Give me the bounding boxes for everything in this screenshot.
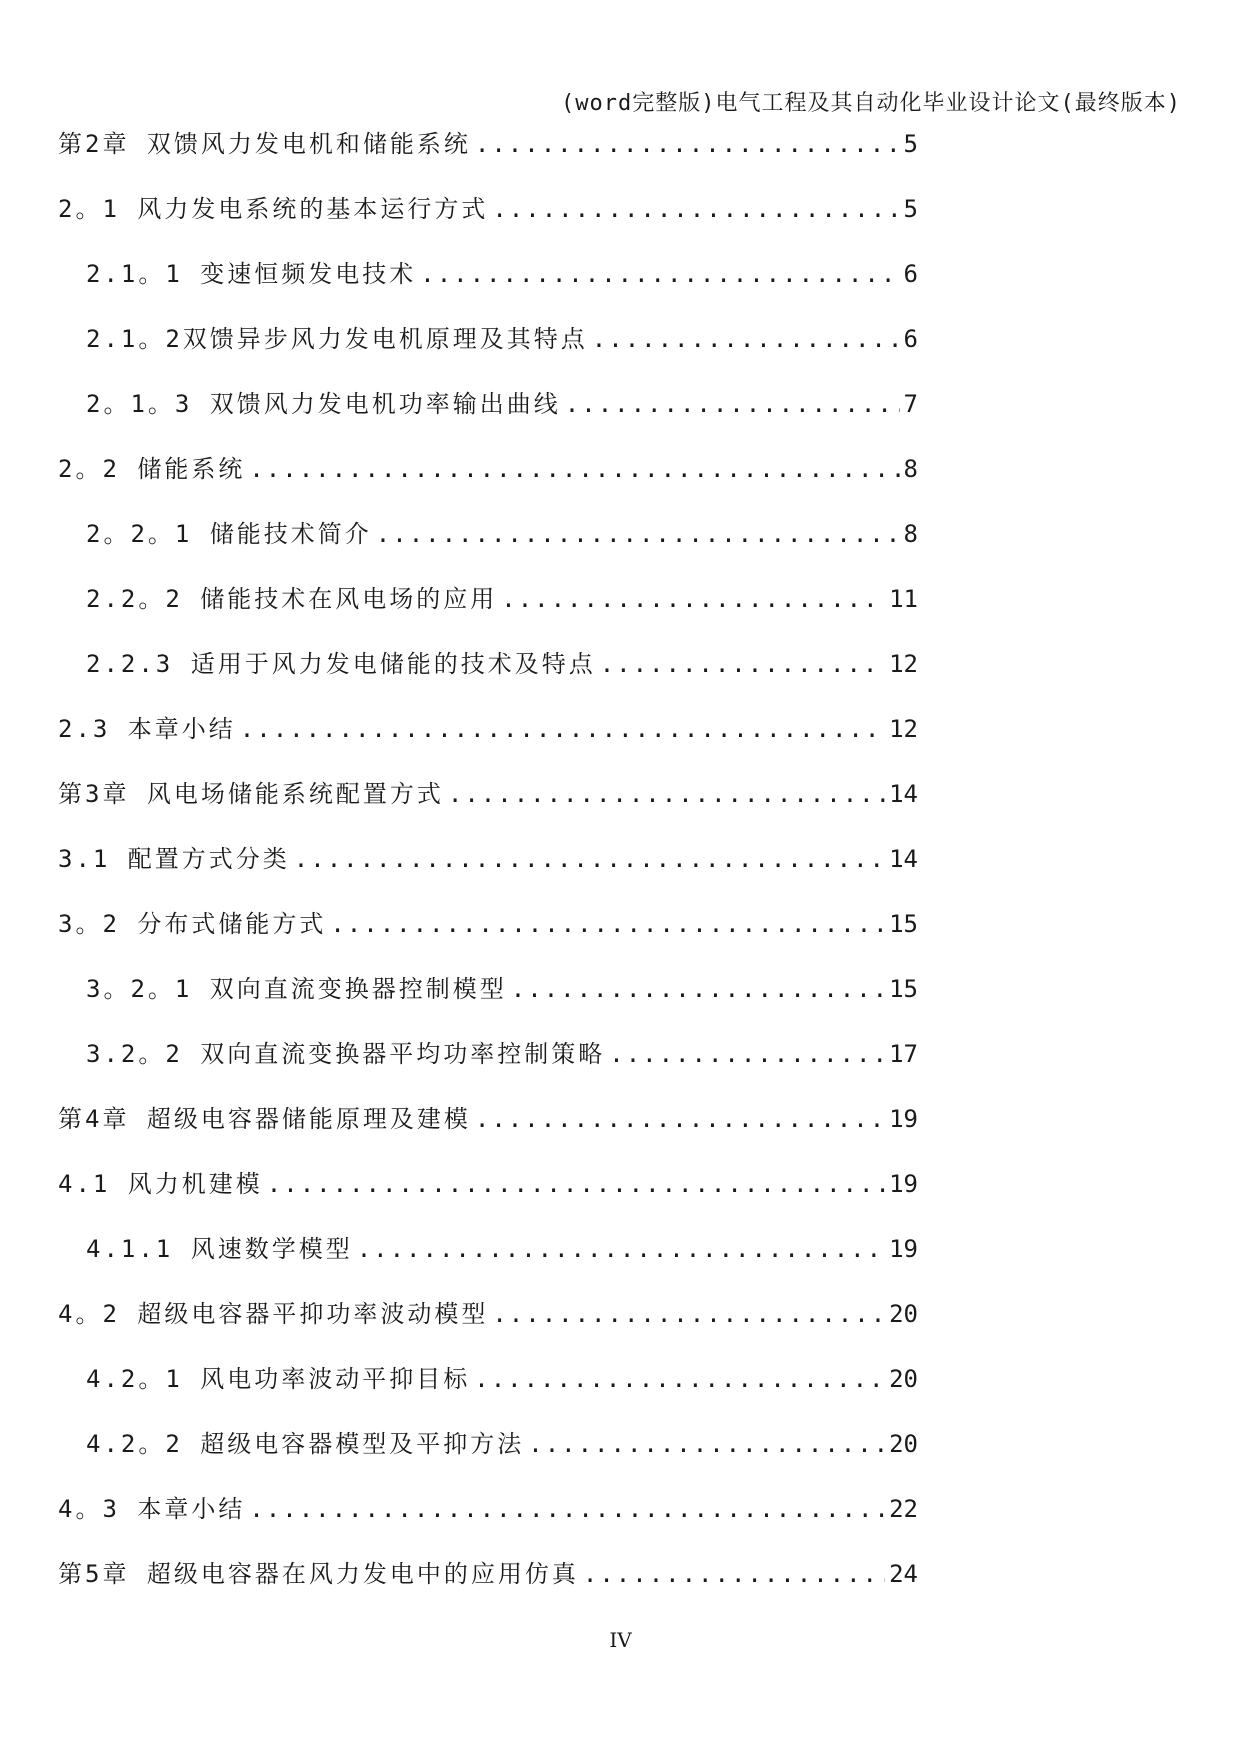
toc-entry[interactable] bbox=[58, 709, 918, 774]
toc-entry[interactable] bbox=[58, 904, 918, 969]
toc-entry-title: 4.2。1 风电功率波动平抑目标 bbox=[86, 1365, 471, 1393]
toc-entry-title: 3.1 配置方式分类 bbox=[58, 845, 290, 873]
toc-entry-page: 14 bbox=[889, 780, 918, 808]
toc-entry-page: 20 bbox=[889, 1300, 918, 1328]
toc-dot-leader bbox=[528, 1430, 885, 1458]
toc-dot-leader bbox=[600, 650, 885, 678]
toc-entry[interactable] bbox=[58, 1489, 918, 1554]
toc-entry-page: 22 bbox=[889, 1495, 918, 1523]
toc-entry-page: 20 bbox=[889, 1365, 918, 1393]
toc-entry-page: 19 bbox=[889, 1105, 918, 1133]
toc-entry-page: 19 bbox=[889, 1170, 918, 1198]
toc-entry-title: 4.2。2 超级电容器模型及平抑方法 bbox=[86, 1430, 525, 1458]
toc-dot-leader bbox=[249, 1495, 885, 1523]
toc-dot-leader bbox=[583, 1560, 885, 1588]
toc-entry[interactable] bbox=[58, 1359, 918, 1424]
page-number: IV bbox=[609, 1628, 632, 1652]
toc-entry[interactable] bbox=[58, 1424, 918, 1489]
toc-entry-title: 3。2 分布式储能方式 bbox=[58, 910, 327, 938]
toc-entry[interactable] bbox=[58, 319, 918, 384]
toc-entry-title: 4。2 超级电容器平抑功率波动模型 bbox=[58, 1300, 489, 1328]
toc-entry[interactable] bbox=[58, 579, 918, 644]
toc-entry-page: 17 bbox=[889, 1040, 918, 1068]
toc-dot-leader bbox=[420, 260, 899, 288]
toc-entry-title: 3。2。1 双向直流变换器控制模型 bbox=[86, 975, 507, 1003]
toc-dot-leader bbox=[475, 130, 900, 158]
toc-entry-page: 12 bbox=[889, 715, 918, 743]
toc-entry[interactable] bbox=[58, 1164, 918, 1229]
toc-entry-page: 15 bbox=[889, 910, 918, 938]
toc-entry-page: 6 bbox=[903, 325, 918, 353]
toc-entry-title: 2。2。1 储能技术简介 bbox=[86, 520, 372, 548]
toc-entry-title: 2。1 风力发电系统的基本运行方式 bbox=[58, 195, 489, 223]
toc-entry[interactable] bbox=[58, 189, 918, 254]
toc-dot-leader bbox=[267, 1170, 885, 1198]
toc-entry[interactable] bbox=[58, 449, 918, 514]
toc-entry-page: 14 bbox=[889, 845, 918, 873]
toc-entry-page: 20 bbox=[889, 1430, 918, 1458]
toc-entry-title: 2。1。3 双馈风力发电机功率输出曲线 bbox=[86, 390, 561, 418]
toc-dot-leader bbox=[240, 715, 885, 743]
toc-entry[interactable] bbox=[58, 124, 918, 189]
toc-dot-leader bbox=[492, 195, 899, 223]
toc-dot-leader bbox=[330, 910, 885, 938]
toc-entry-title: 2.2。2 储能技术在风电场的应用 bbox=[86, 585, 498, 613]
toc-entry-title: 2.2.3 适用于风力发电储能的技术及特点 bbox=[86, 650, 596, 678]
toc-entry-page: 5 bbox=[903, 195, 918, 223]
toc-entry-page: 8 bbox=[903, 455, 918, 483]
toc-entry[interactable] bbox=[58, 1229, 918, 1294]
toc-entry-page: 7 bbox=[903, 390, 918, 418]
toc-entry-title: 第4章 超级电容器储能原理及建模 bbox=[58, 1105, 471, 1133]
toc-entry[interactable] bbox=[58, 774, 918, 839]
toc-dot-leader bbox=[501, 585, 885, 613]
toc-entry-title: 第5章 超级电容器在风力发电中的应用仿真 bbox=[58, 1560, 579, 1588]
toc-entry[interactable] bbox=[58, 254, 918, 319]
toc-entry-title: 2。2 储能系统 bbox=[58, 455, 246, 483]
toc-dot-leader bbox=[448, 780, 885, 808]
toc-dot-leader bbox=[474, 1365, 885, 1393]
toc-entry-title: 2.1。1 变速恒频发电技术 bbox=[86, 260, 417, 288]
toc-entry-title: 2.1。2双馈异步风力发电机原理及其特点 bbox=[86, 325, 588, 353]
table-of-contents bbox=[58, 124, 918, 1619]
toc-entry[interactable] bbox=[58, 1554, 918, 1619]
toc-entry-title: 4.1.1 风速数学模型 bbox=[86, 1235, 353, 1263]
toc-entry-title: 3.2。2 双向直流变换器平均功率控制策略 bbox=[86, 1040, 606, 1068]
toc-entry[interactable] bbox=[58, 1294, 918, 1359]
toc-entry-page: 8 bbox=[903, 520, 918, 548]
toc-entry[interactable] bbox=[58, 514, 918, 579]
toc-dot-leader bbox=[565, 390, 900, 418]
toc-dot-leader bbox=[376, 520, 900, 548]
toc-dot-leader bbox=[475, 1105, 885, 1133]
toc-entry-page: 12 bbox=[889, 650, 918, 678]
toc-entry-page: 5 bbox=[903, 130, 918, 158]
toc-entry[interactable] bbox=[58, 969, 918, 1034]
toc-entry-page: 24 bbox=[889, 1560, 918, 1588]
toc-entry-title: 2.3 本章小结 bbox=[58, 715, 236, 743]
toc-entry-page: 15 bbox=[889, 975, 918, 1003]
toc-entry-page: 11 bbox=[889, 585, 918, 613]
toc-entry-title: 4.1 风力机建模 bbox=[58, 1170, 263, 1198]
toc-entry-page: 19 bbox=[889, 1235, 918, 1263]
toc-dot-leader bbox=[294, 845, 885, 873]
toc-entry-title: 第2章 双馈风力发电机和储能系统 bbox=[58, 130, 471, 158]
toc-entry-page: 6 bbox=[903, 260, 918, 288]
toc-dot-leader bbox=[249, 455, 899, 483]
running-header: (word完整版)电气工程及其自动化毕业设计论文(最终版本) bbox=[561, 91, 1181, 116]
toc-entry-title: 第3章 风电场储能系统配置方式 bbox=[58, 780, 444, 808]
toc-entry[interactable] bbox=[58, 644, 918, 709]
toc-dot-leader bbox=[492, 1300, 885, 1328]
toc-dot-leader bbox=[511, 975, 885, 1003]
toc-entry-title: 4。3 本章小结 bbox=[58, 1495, 246, 1523]
toc-entry[interactable] bbox=[58, 1034, 918, 1099]
toc-entry[interactable] bbox=[58, 839, 918, 904]
toc-dot-leader bbox=[609, 1040, 885, 1068]
toc-entry[interactable] bbox=[58, 384, 918, 449]
toc-dot-leader bbox=[592, 325, 900, 353]
toc-dot-leader bbox=[357, 1235, 885, 1263]
toc-entry[interactable] bbox=[58, 1099, 918, 1164]
